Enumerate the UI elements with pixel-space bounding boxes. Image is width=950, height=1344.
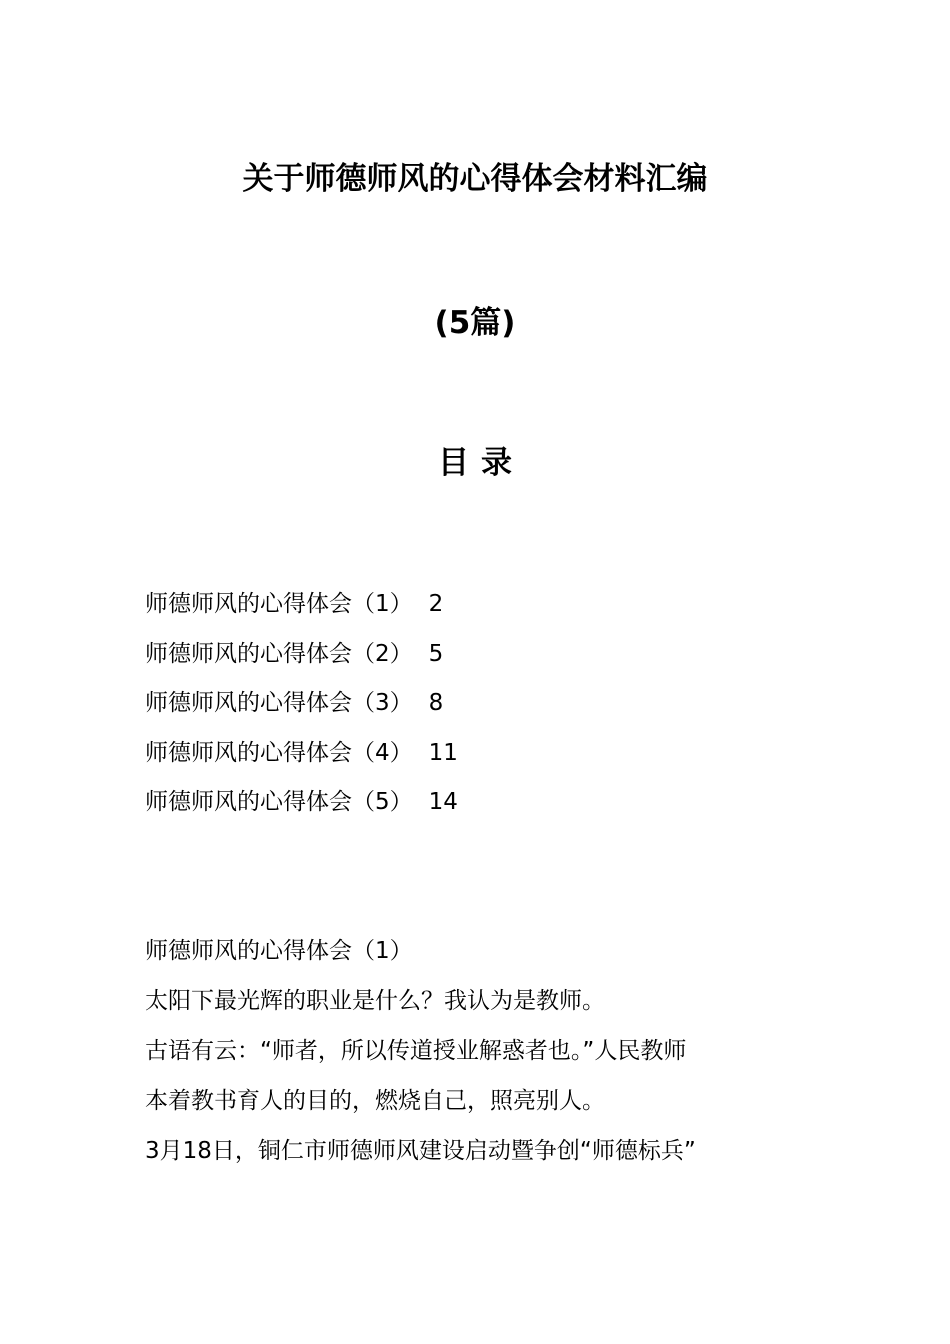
paragraph-line: 古语有云：“师者，所以传道授业解惑者也。”人民教师 [145, 1038, 687, 1064]
toc-item-page: 5 [428, 640, 444, 667]
toc-item-page: 14 [428, 789, 458, 815]
toc-item-2[interactable] [145, 630, 805, 680]
toc-item-label: 师德师风的心得体会（4） [145, 739, 413, 766]
toc-item-5[interactable] [145, 778, 805, 828]
toc-heading: 目录 [438, 445, 524, 481]
toc-item-4[interactable] [145, 729, 805, 779]
toc-item-label: 师德师风的心得体会（2） [145, 640, 413, 667]
paragraph-line: 本着教书育人的目的，燃烧自己，照亮别人。 [145, 1088, 605, 1114]
toc-item-page: 11 [428, 739, 458, 766]
document-subtitle: (5篇) [434, 305, 516, 341]
section-title: 师德师风的心得体会（1） [145, 938, 413, 964]
toc-item-page: 8 [428, 690, 444, 716]
paragraph-line: 3月18日，铜仁市师德师风建设启动暨争创“师德标兵” [145, 1138, 696, 1164]
body-text [145, 926, 810, 1176]
paragraph-line: 太阳下最光辉的职业是什么？我认为是教师。 [145, 988, 605, 1014]
toc-item-label: 师德师风的心得体会（5） [145, 789, 413, 815]
toc-item-page: 2 [428, 591, 444, 617]
table-of-contents [145, 580, 805, 828]
toc-item-1[interactable] [145, 580, 805, 630]
document-title: 关于师德师风的心得体会材料汇编 [242, 161, 708, 197]
toc-item-3[interactable] [145, 679, 805, 729]
toc-item-label: 师德师风的心得体会（3） [145, 690, 413, 716]
toc-item-label: 师德师风的心得体会（1） [145, 591, 413, 617]
